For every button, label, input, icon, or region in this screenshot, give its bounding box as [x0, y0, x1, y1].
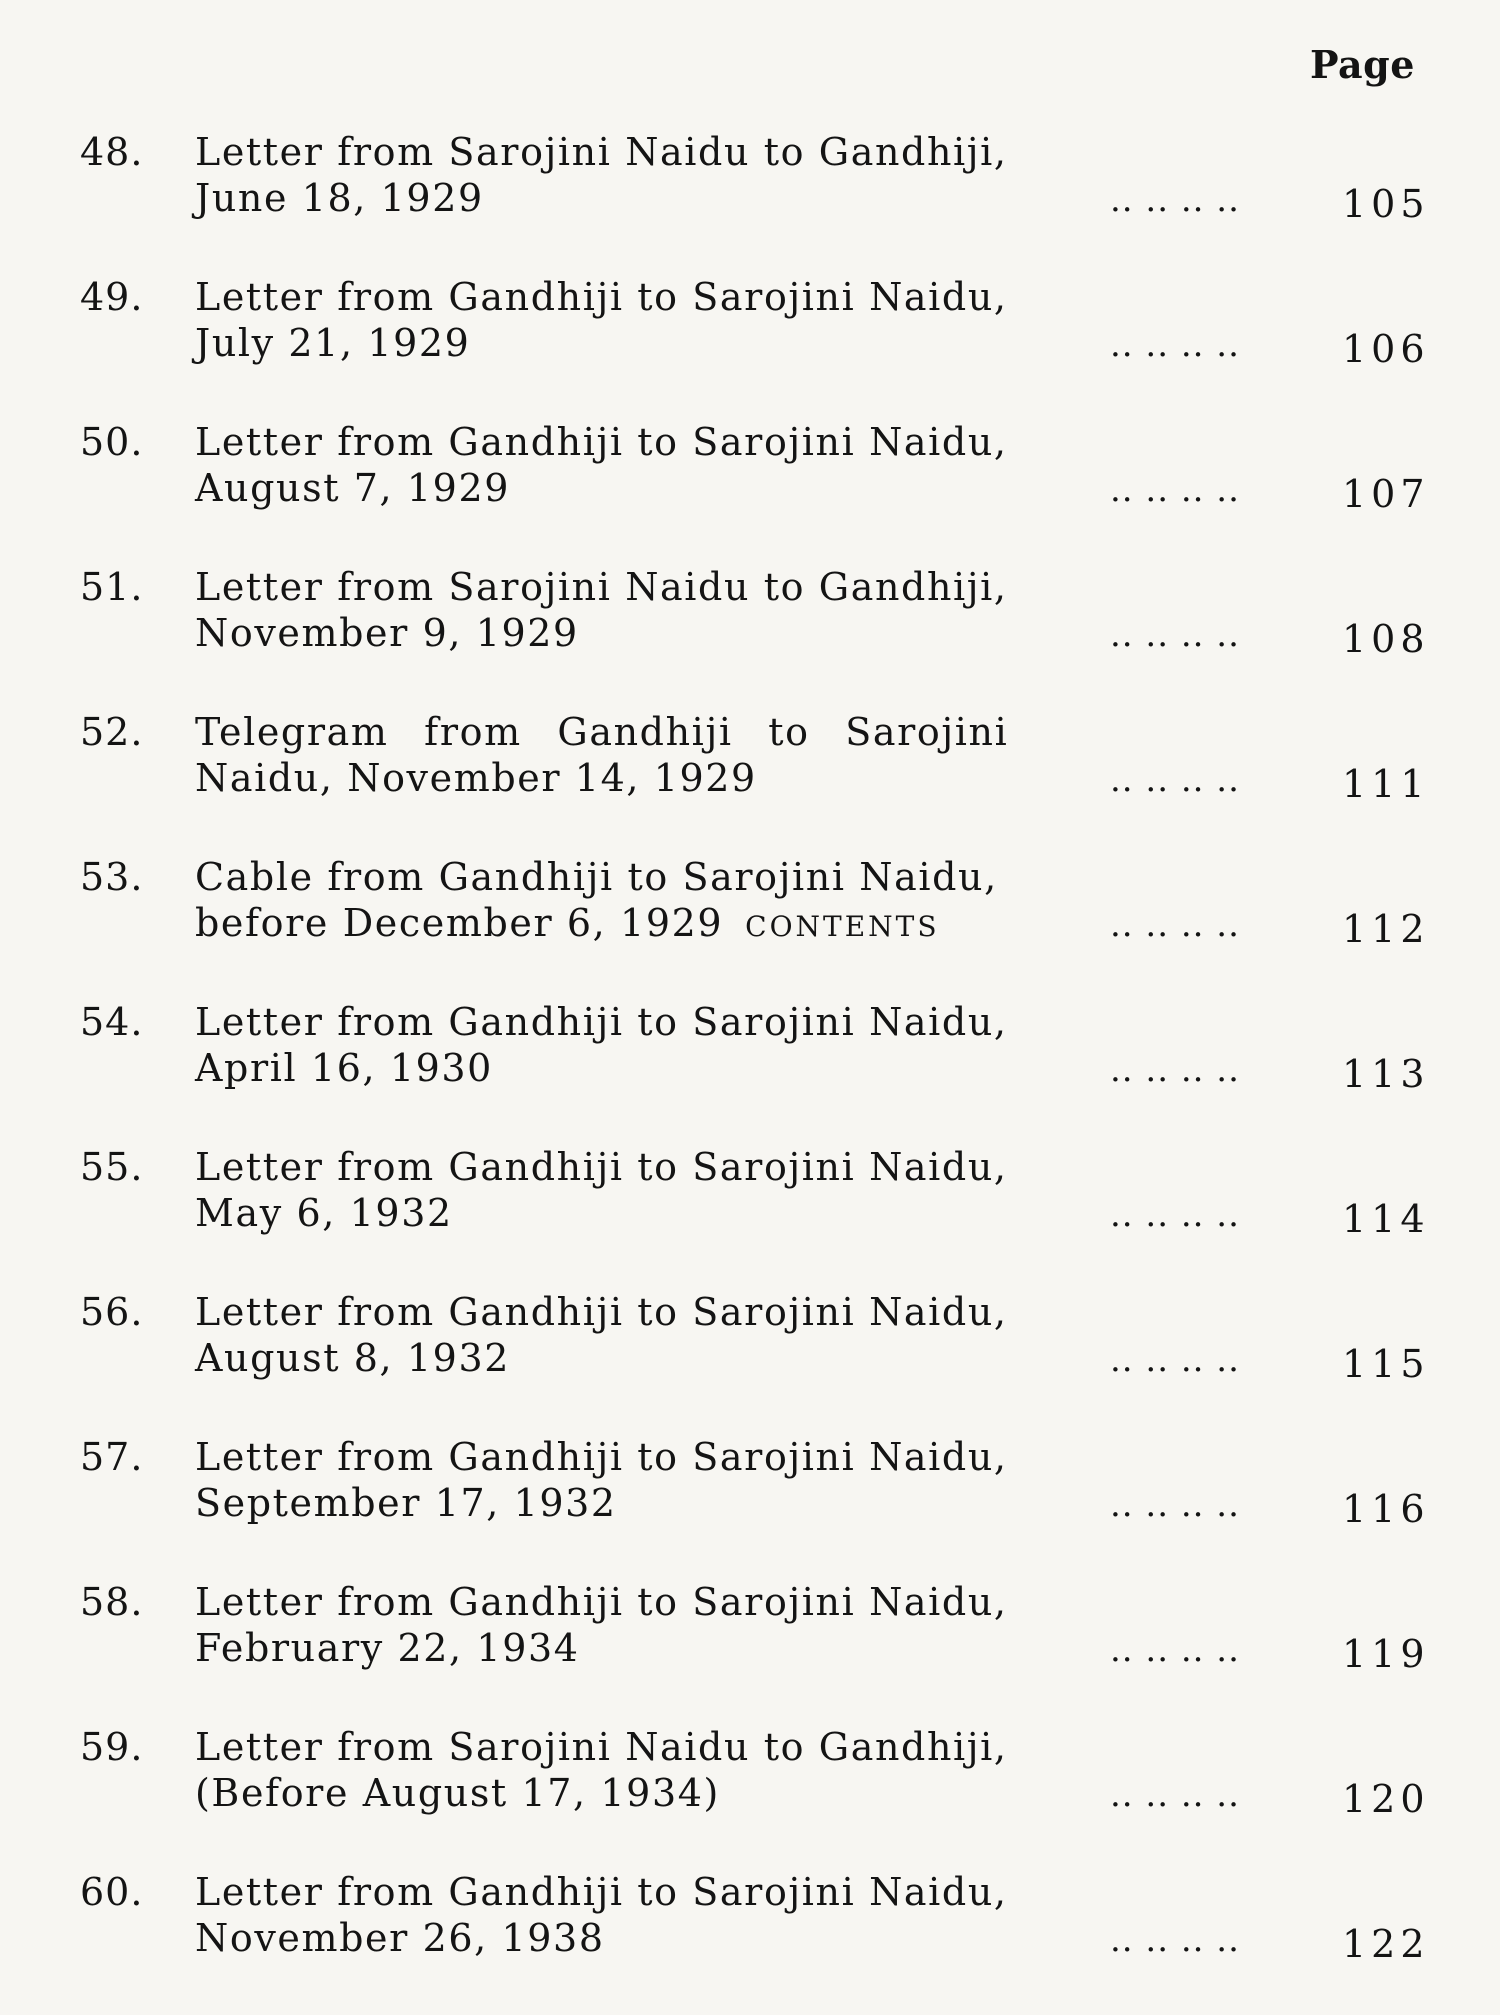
- entry-page-number: 122: [1342, 1922, 1430, 1966]
- toc-entry: [80, 1000, 1460, 1145]
- entry-number: 49.: [80, 275, 144, 319]
- entry-date: November 9, 1929: [195, 611, 579, 655]
- entry-page-number: 114: [1342, 1197, 1430, 1241]
- entry-date: November 26, 1938: [195, 1916, 605, 1960]
- leader-dots: .. .. .. ..: [1110, 1630, 1240, 1670]
- entry-page-number: 107: [1342, 472, 1430, 516]
- entry-title: Letter from Gandhiji to Sarojini Naidu,: [195, 1870, 1008, 1914]
- leader-dots: .. .. .. ..: [1110, 1340, 1240, 1380]
- entry-date: February 22, 1934: [195, 1626, 580, 1670]
- entry-page-number: 105: [1342, 182, 1430, 226]
- toc-entry: [80, 1435, 1460, 1580]
- entry-title: Letter from Sarojini Naidu to Gandhiji,: [195, 130, 1008, 174]
- entry-number: 56.: [80, 1290, 144, 1334]
- toc-entry: [80, 130, 1460, 275]
- entry-date: August 7, 1929: [195, 466, 511, 510]
- entry-date: June 18, 1929: [195, 176, 484, 220]
- leader-dots: .. .. .. ..: [1110, 1050, 1240, 1090]
- entry-date: September 17, 1932: [195, 1481, 617, 1525]
- leader-dots: .. .. .. ..: [1110, 1195, 1240, 1235]
- entry-page-number: 113: [1342, 1052, 1430, 1096]
- entry-number: 59.: [80, 1725, 144, 1769]
- entry-title: Letter from Sarojini Naidu to Gandhiji,: [195, 1725, 1008, 1769]
- entry-date-text: before December 6, 1929: [195, 901, 724, 945]
- entry-page-number: 116: [1342, 1487, 1430, 1531]
- page-column-label: Page: [1310, 42, 1415, 87]
- entry-number: 54.: [80, 1000, 144, 1044]
- entry-number: 48.: [80, 130, 144, 174]
- toc-entry: [80, 1145, 1460, 1290]
- entry-number: 52.: [80, 710, 144, 754]
- leader-dots: .. .. .. ..: [1110, 470, 1240, 510]
- entry-page-number: 106: [1342, 327, 1430, 371]
- entry-page-number: 119: [1342, 1632, 1430, 1676]
- entry-title: Letter from Gandhiji to Sarojini Naidu,: [195, 1580, 1008, 1624]
- toc-entry: [80, 275, 1460, 420]
- toc-entry: [80, 420, 1460, 565]
- entry-date: Naidu, November 14, 1929: [195, 756, 757, 800]
- toc-entry: [80, 565, 1460, 710]
- leader-dots: .. .. .. ..: [1110, 1920, 1240, 1960]
- leader-dots: .. .. .. ..: [1110, 905, 1240, 945]
- entry-number: 58.: [80, 1580, 144, 1624]
- toc-entry: [80, 1725, 1460, 1870]
- leader-dots: .. .. .. ..: [1110, 325, 1240, 365]
- entry-title: Letter from Gandhiji to Sarojini Naidu,: [195, 1145, 1008, 1189]
- entry-title: Cable from Gandhiji to Sarojini Naidu,: [195, 855, 998, 899]
- toc-entry: [80, 710, 1460, 855]
- toc-entry: [80, 1870, 1460, 2015]
- entry-number: 57.: [80, 1435, 144, 1479]
- entry-number: 55.: [80, 1145, 144, 1189]
- toc-entry: [80, 1290, 1460, 1435]
- entry-date: [195, 901, 940, 945]
- contents-list: [80, 130, 1460, 2015]
- entry-title: Letter from Gandhiji to Sarojini Naidu,: [195, 1290, 1008, 1334]
- entry-title: Letter from Gandhiji to Sarojini Naidu,: [195, 1000, 1008, 1044]
- entry-number: 53.: [80, 855, 144, 899]
- entry-title: Letter from Gandhiji to Sarojini Naidu,: [195, 420, 1008, 464]
- leader-dots: .. .. .. ..: [1110, 615, 1240, 655]
- leader-dots: .. .. .. ..: [1110, 1485, 1240, 1525]
- entry-date: July 21, 1929: [195, 321, 471, 365]
- entry-page-number: 108: [1342, 617, 1430, 661]
- toc-entry: [80, 1580, 1460, 1725]
- entry-title: Telegram from Gandhiji to Sarojini: [195, 710, 1009, 754]
- entry-page-number: 115: [1342, 1342, 1430, 1386]
- entry-number: 60.: [80, 1870, 144, 1914]
- entry-date: (Before August 17, 1934): [195, 1771, 720, 1815]
- leader-dots: .. .. .. ..: [1110, 180, 1240, 220]
- contents-running-head: CONTENTS: [745, 910, 940, 943]
- toc-entry: [80, 855, 1460, 1000]
- entry-page-number: 120: [1342, 1777, 1430, 1821]
- leader-dots: .. .. .. ..: [1110, 1775, 1240, 1815]
- leader-dots: .. .. .. ..: [1110, 760, 1240, 800]
- entry-date: April 16, 1930: [195, 1046, 493, 1090]
- entry-date: August 8, 1932: [195, 1336, 511, 1380]
- entry-page-number: 111: [1342, 762, 1430, 806]
- entry-page-number: 112: [1342, 907, 1430, 951]
- entry-date: May 6, 1932: [195, 1191, 453, 1235]
- entry-number: 50.: [80, 420, 144, 464]
- entry-title: Letter from Sarojini Naidu to Gandhiji,: [195, 565, 1008, 609]
- entry-number: 51.: [80, 565, 144, 609]
- entry-title: Letter from Gandhiji to Sarojini Naidu,: [195, 275, 1008, 319]
- entry-title: Letter from Gandhiji to Sarojini Naidu,: [195, 1435, 1008, 1479]
